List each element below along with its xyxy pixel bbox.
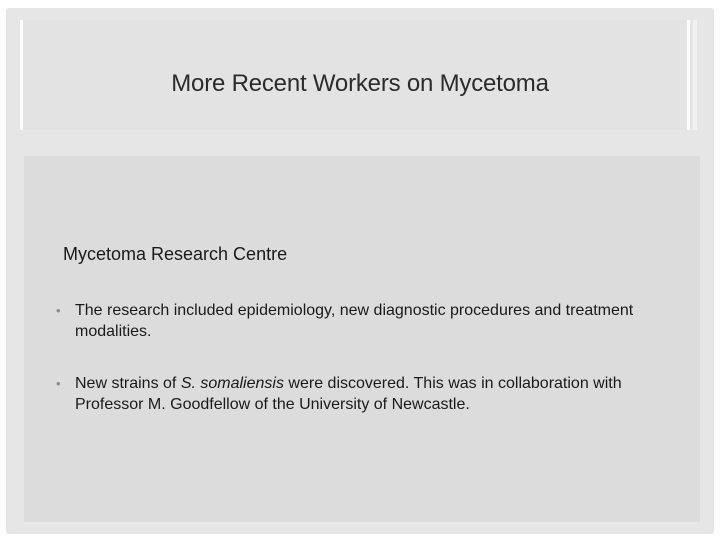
bullet-icon: • <box>56 376 61 391</box>
species-name: S. somaliensis <box>180 375 284 392</box>
bullet-icon: • <box>56 303 61 318</box>
bullet-item <box>56 373 676 415</box>
bullet-text <box>75 373 676 415</box>
bullet-text-start: New strains of <box>75 375 181 392</box>
bullet-text: The research included epidemiology, new diagnostic procedures and treatment modalities. <box>75 302 634 340</box>
section-subheading: Mycetoma Research Centre <box>63 244 288 264</box>
slide-title: More Recent Workers on Mycetoma <box>171 70 549 97</box>
bullet-item <box>56 300 676 342</box>
bullet-text-end: were discovered. This was in collaboration with Professor M. Goodfellow of the University of Newcastle. <box>75 375 622 413</box>
